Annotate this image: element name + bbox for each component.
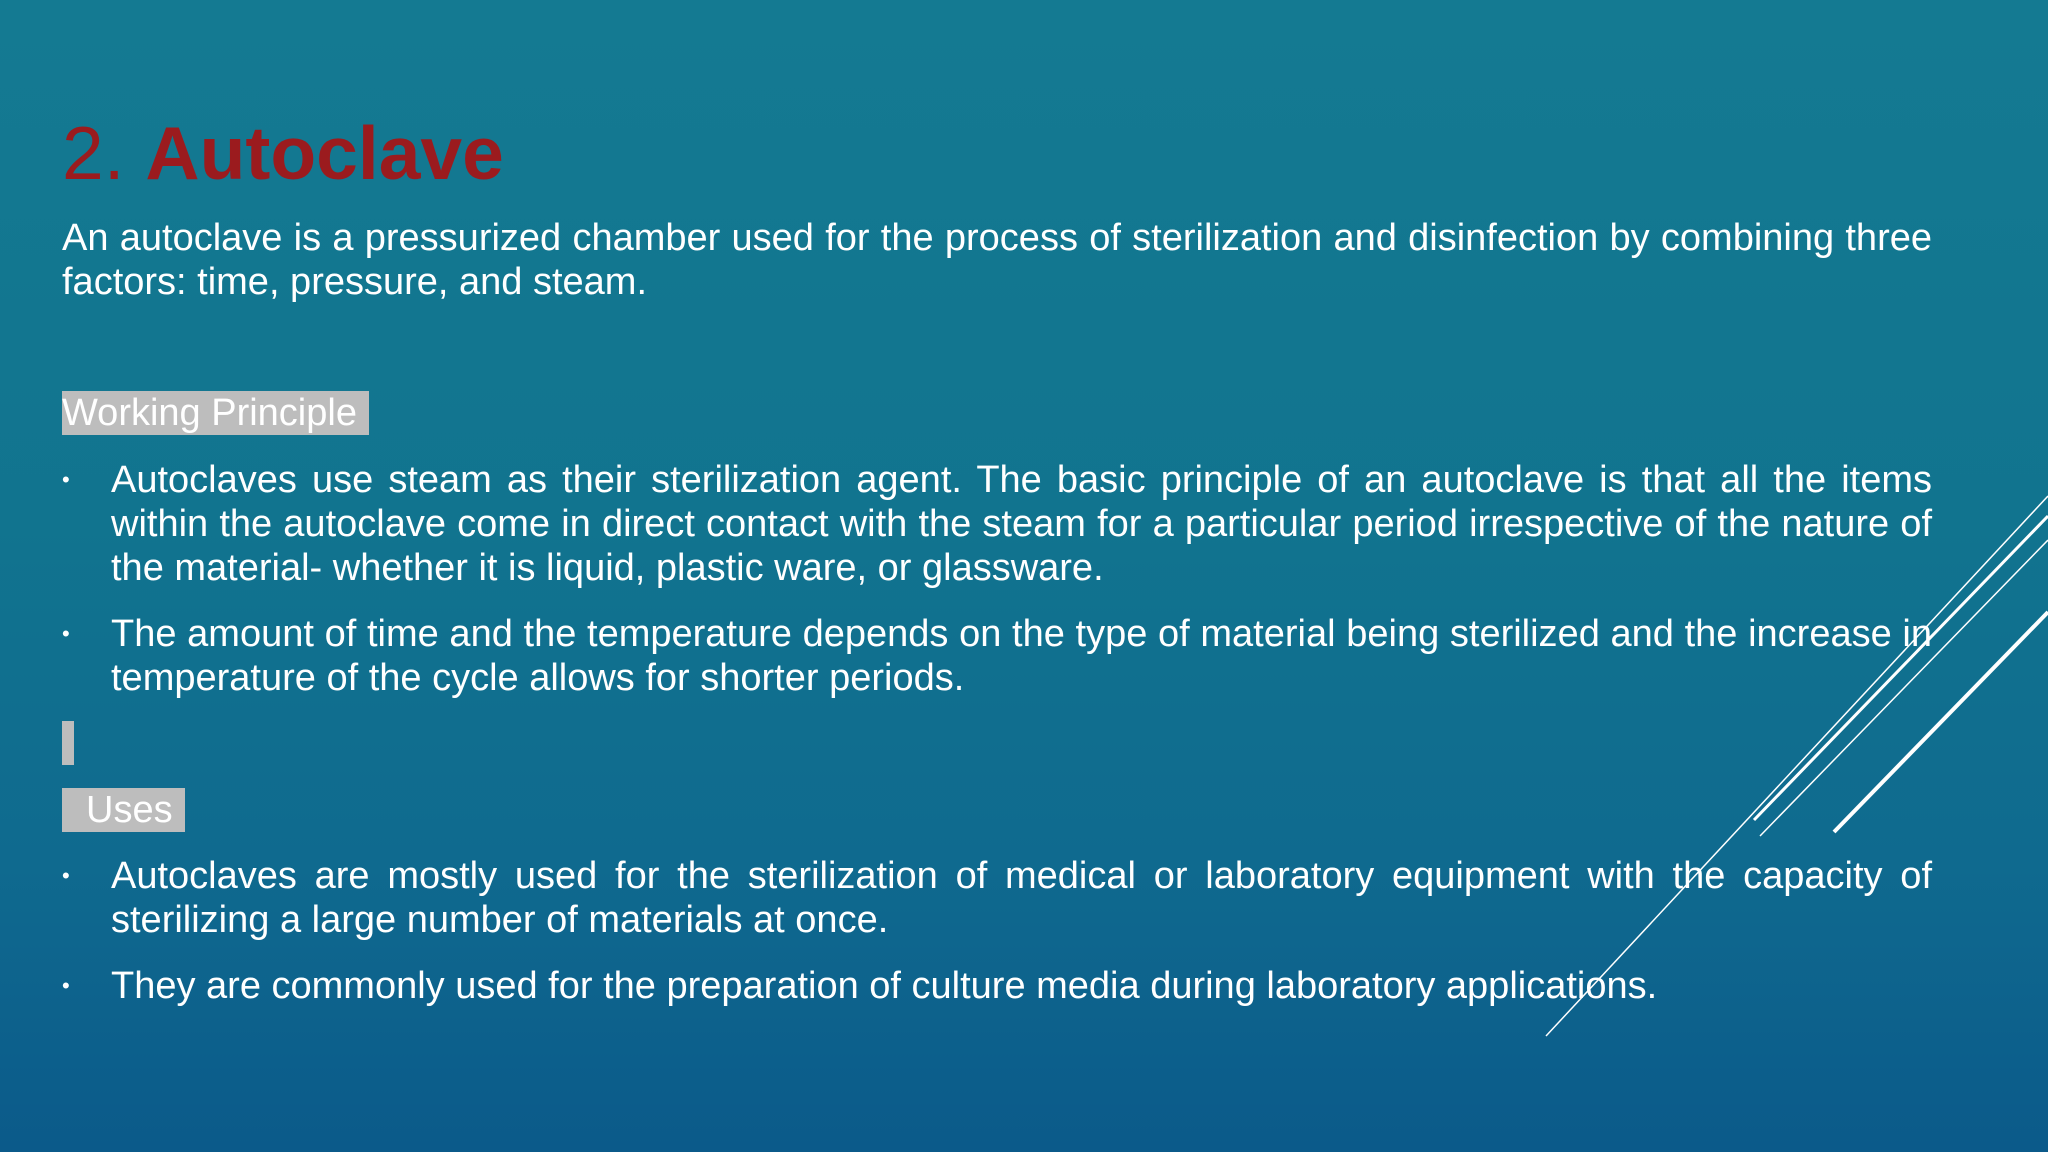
title-number: 2.	[62, 111, 125, 195]
list-item	[62, 612, 1932, 700]
list-item-text: Autoclaves are mostly used for the sterilization of medical or laboratory equipment with the capacity of sterilizing a large number of materials at once.	[111, 855, 1932, 941]
title-text: Autoclave	[145, 111, 504, 195]
section-heading-working-principle: Working Principle	[62, 391, 369, 435]
intro-paragraph: An autoclave is a pressurized chamber used for the process of sterilization and disinfection by combining three factors: time, pressure, and steam.	[62, 217, 1932, 303]
list-item-text: Autoclaves use steam as their sterilization agent. The basic principle of an autoclave is that all the items within the autoclave come in direct contact with the steam for a particular period irrespective of the nature of the material- whether it is liquid, plastic ware, or glassware.	[111, 459, 1932, 589]
slide-title	[62, 108, 504, 198]
section-heading-uses: Uses	[62, 788, 185, 832]
bullet-icon: •	[62, 467, 70, 492]
list-item	[62, 458, 1932, 590]
highlight-marker	[62, 721, 74, 765]
uses-list	[62, 854, 1932, 1030]
list-item-text: They are commonly used for the preparation of culture media during laboratory applications.	[111, 965, 1658, 1007]
list-item	[62, 964, 1932, 1008]
bullet-icon: •	[62, 863, 70, 888]
bullet-icon: •	[62, 973, 70, 998]
list-item-text: The amount of time and the temperature depends on the type of material being sterilized and the increase in temperature of the cycle allows for shorter periods.	[111, 613, 1932, 699]
list-item	[62, 854, 1932, 942]
bullet-icon: •	[62, 621, 70, 646]
working-principle-list	[62, 458, 1932, 722]
